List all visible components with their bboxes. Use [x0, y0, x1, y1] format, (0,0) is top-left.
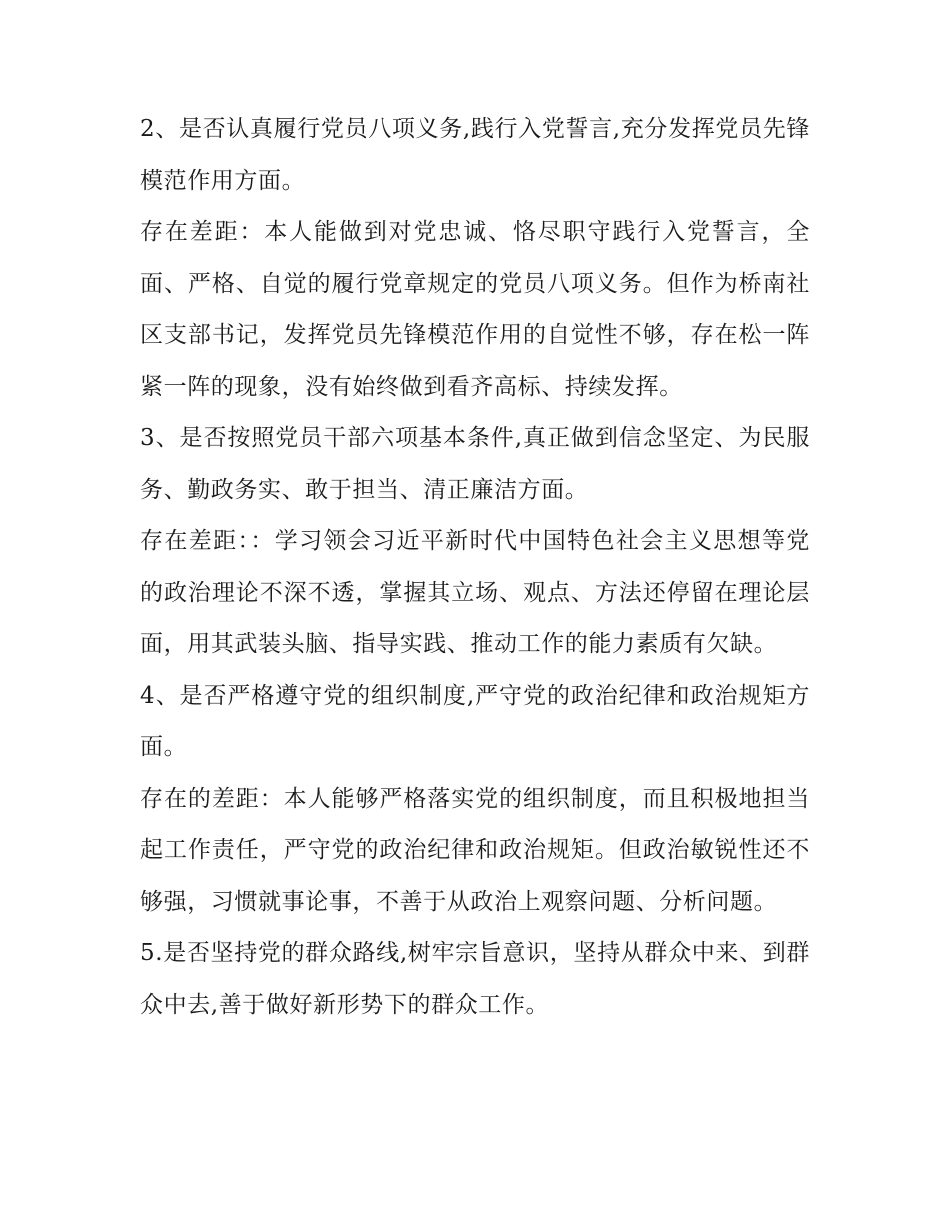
paragraph-item-3-gap: 存在差距：：学习领会习近平新时代中国特色社会主义思想等党的政治理论不深不透，掌握其立场、观点、方法还停留在理论层面，用其武装头脑、指导实践、推动工作的能力素质有欠缺。: [140, 528, 810, 657]
paragraph-item-3-heading: 3、是否按照党员干部六项基本条件,真正做到信念坚定、为民服务、勤政务实、敢于担当、清正廉洁方面。: [140, 425, 810, 503]
paragraph-item-2-heading: 2、是否认真履行党员八项义务,践行入党誓言,充分发挥党员先锋模范作用方面。: [140, 116, 810, 194]
paragraph-item-2-gap: 存在差距：本人能做到对党忠诚、恪尽职守践行入党誓言，全面、严格、自觉的履行党章规定的党员八项义务。但作为桥南社区支部书记，发挥党员先锋模范作用的自觉性不够，存在松一阵紧一阵的现象，没有始终做到看齐高标、持续发挥。: [140, 219, 810, 400]
paragraph-item-4-gap: 存在的差距：本人能够严格落实党的组织制度，而且积极地担当起工作责任，严守党的政治纪律和政治规矩。但政治敏锐性还不够强，习惯就事论事，不善于从政治上观察问题、分析问题。: [140, 785, 810, 915]
paragraph-item-4-heading: 4、是否严格遵守党的组织制度,严守党的政治纪律和政治规矩方面。: [140, 682, 810, 760]
document-body: [140, 104, 810, 1031]
paragraph-item-5-heading: 5.是否坚持党的群众路线,树牢宗旨意识，坚持从群众中来、到群众中去,善于做好新形势下的群众工作。: [140, 940, 810, 1018]
